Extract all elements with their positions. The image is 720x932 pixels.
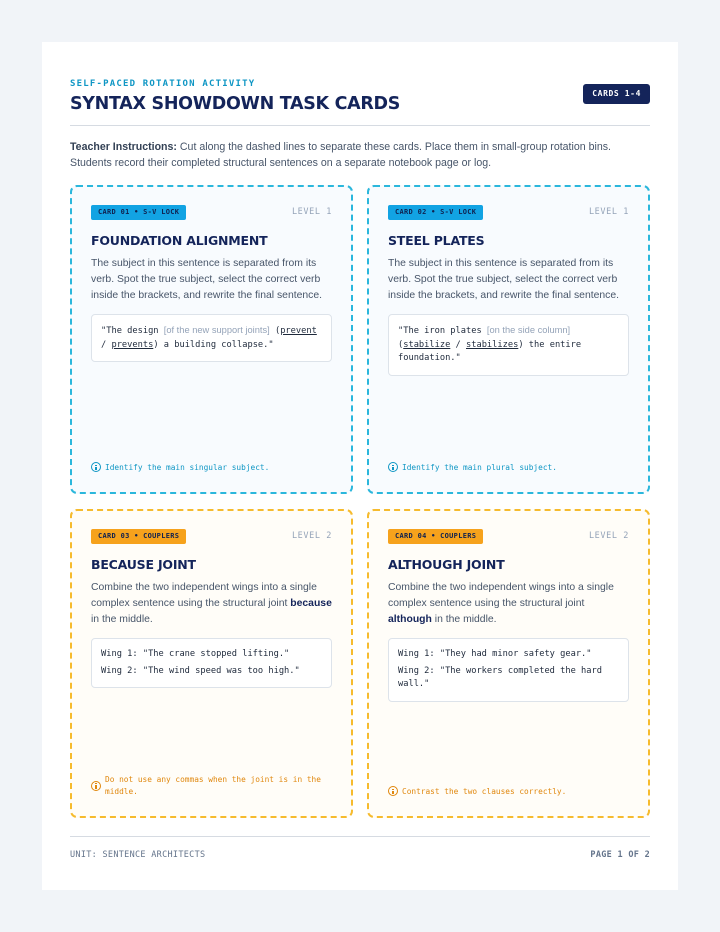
sample-sentence xyxy=(91,314,332,362)
verb-option-2: stabilizes xyxy=(466,339,519,350)
option-separator: / xyxy=(450,339,467,350)
card-hint xyxy=(388,786,629,798)
card-description xyxy=(388,580,629,628)
card-title: ALTHOUGH JOINT xyxy=(388,557,505,572)
card-level: LEVEL 1 xyxy=(588,207,629,217)
card-hint xyxy=(91,462,332,474)
card-description xyxy=(91,580,332,628)
card-tag: CARD 01 • S-V LOCK xyxy=(91,205,186,220)
info-icon xyxy=(91,462,101,472)
hint-text: Identify the main singular subject. xyxy=(105,462,270,472)
task-card-03 xyxy=(70,509,353,818)
structural-joint-word: although xyxy=(388,614,432,625)
bracket-open: ( xyxy=(398,339,404,350)
hint-text: Contrast the two clauses correctly. xyxy=(402,786,567,796)
card-hint xyxy=(388,462,629,474)
description-end: in the middle. xyxy=(91,614,153,625)
card-level: LEVEL 2 xyxy=(291,531,332,541)
page-footer xyxy=(70,836,650,860)
card-title: STEEL PLATES xyxy=(388,233,485,248)
card-level: LEVEL 1 xyxy=(291,207,332,217)
instructions-text: Cut along the dashed lines to separate these cards. Place them in small-group rotation bins. Students record their completed structural sentences on a separate notebook page or log. xyxy=(70,141,611,169)
card-title: BECAUSE JOINT xyxy=(91,557,196,572)
sentence-end: ) the entire foundation." xyxy=(398,339,582,363)
verb-option-1: prevent xyxy=(280,326,317,336)
card-level: LEVEL 2 xyxy=(588,531,629,541)
hint-text: Do not use any commas when the joint is in the middle. xyxy=(105,775,321,796)
card-tag: CARD 03 • COUPLERS xyxy=(91,529,186,544)
description-end: in the middle. xyxy=(431,614,497,625)
card-tag: CARD 02 • S-V LOCK xyxy=(388,205,483,220)
sample-sentence xyxy=(388,314,629,376)
task-card-01 xyxy=(70,185,353,494)
worksheet-page xyxy=(42,42,678,890)
info-icon xyxy=(388,786,398,796)
info-icon xyxy=(388,462,398,472)
card-description: The subject in this sentence is separated from its verb. Spot the true subject, select the correct verb inside the brackets, and rewrite the final sentence. xyxy=(388,258,620,301)
verb-option-2: prevents xyxy=(111,339,154,350)
task-card-04 xyxy=(367,509,650,818)
card-hint xyxy=(91,774,332,797)
page-header xyxy=(70,42,650,126)
modifier-phrase: [on the side column] xyxy=(486,325,571,335)
card-title: FOUNDATION ALIGNMENT xyxy=(91,233,268,248)
description-start: Combine the two independent wings into a single complex sentence using the structural joint xyxy=(91,582,317,609)
page-title: SYNTAX SHOWDOWN TASK CARDS xyxy=(70,94,401,114)
info-icon xyxy=(91,781,101,791)
description-start: Combine the two independent wings into a single complex sentence using the structural joint xyxy=(388,582,614,609)
sentence-start: "The iron plates xyxy=(398,326,487,336)
unit-label: UNIT: SENTENCE ARCHITECTS xyxy=(70,850,206,860)
modifier-phrase: [of the new support joints] xyxy=(163,325,270,335)
verb-option-1: stabilize xyxy=(403,339,451,350)
card-tag: CARD 04 • COUPLERS xyxy=(388,529,483,544)
option-separator: / xyxy=(101,339,112,350)
activity-eyebrow: SELF-PACED ROTATION ACTIVITY xyxy=(70,79,256,89)
sentence-start: "The design xyxy=(101,326,164,336)
page-number: PAGE 1 OF 2 xyxy=(590,850,650,860)
instructions-label: Teacher Instructions: xyxy=(70,141,177,153)
wing-sentences xyxy=(388,638,629,702)
teacher-instructions xyxy=(70,139,650,171)
sentence-end: ) a building collapse." xyxy=(153,339,274,350)
wing-1: Wing 1: "The crane stopped lifting." xyxy=(101,649,290,659)
card-description: The subject in this sentence is separated from its verb. Spot the true subject, select the correct verb inside the brackets, and rewrite the final sentence. xyxy=(91,258,323,301)
wing-sentences xyxy=(91,638,332,688)
wing-1: Wing 1: "They had minor safety gear." xyxy=(398,649,592,659)
bracket-open: ( xyxy=(269,326,281,336)
wing-2: Wing 2: "The wind speed was too high." xyxy=(101,665,300,676)
hint-text: Identify the main plural subject. xyxy=(402,462,557,472)
task-card-02 xyxy=(367,185,650,494)
structural-joint-word: because xyxy=(290,598,332,609)
wing-2: Wing 2: "The workers completed the hard wall." xyxy=(398,665,602,689)
cards-range-badge: CARDS 1-4 xyxy=(583,84,650,104)
